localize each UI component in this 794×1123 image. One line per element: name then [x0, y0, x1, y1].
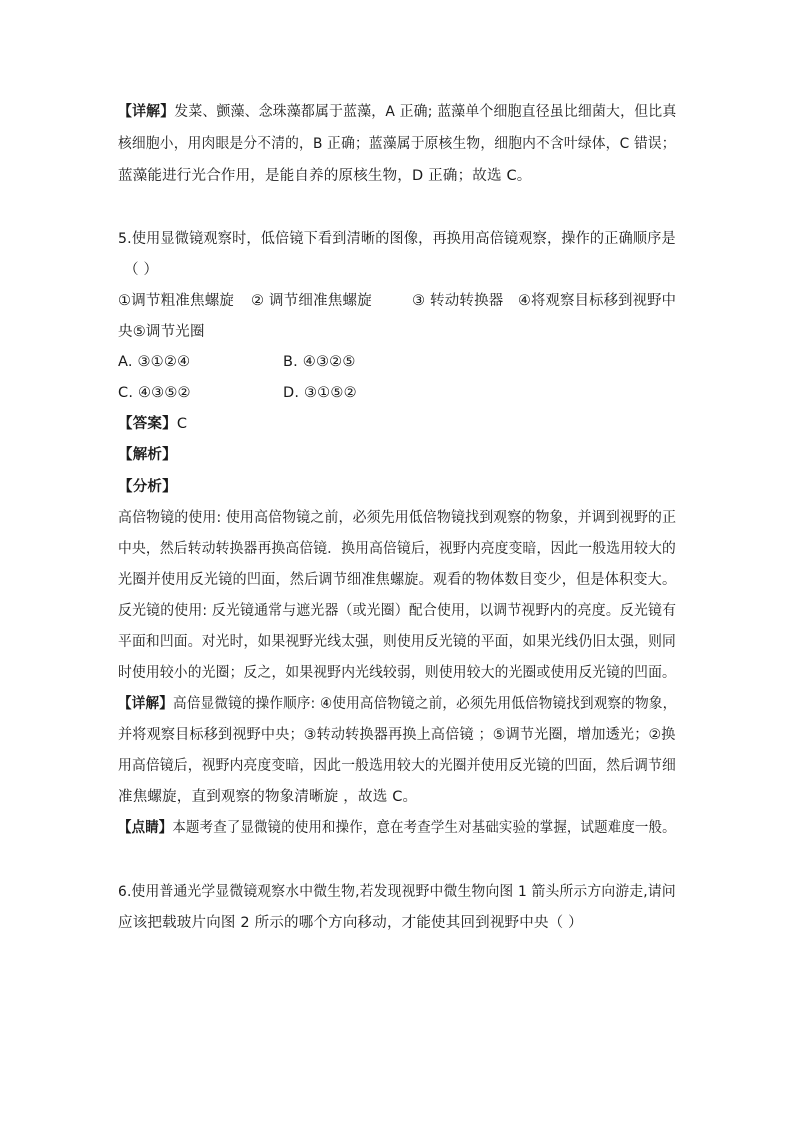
q5-analysis-line-2: 中央，然后转动转换器再换高倍镜．换用高倍镜后，视野内亮度变暗，因此一般选用较大的: [118, 541, 677, 557]
q5-analysis-line-6: 时使用较小的光圈；反之，如果视野内光线较弱，则使用较大的光圈或使用反光镜的凹面。: [118, 665, 677, 681]
q5-option-d: D. ③①⑤②: [283, 385, 357, 401]
q4-detail-line-3: 蓝藻能进行光合作用，是能自养的原核生物，D 正确；故选 C。: [118, 168, 532, 184]
answer-value: C: [176, 416, 188, 432]
q5-analysis-line-3: 光圈并使用反光镜的凹面，然后调节细准焦螺旋。观看的物体数目变少，但是体积变大。: [118, 572, 677, 588]
q5-step-2: ② 调节细准焦螺旋: [251, 293, 372, 309]
q4-detail-line-1: 【详解】发菜、颤藻、念珠藻都属于蓝藻，A 正确; 蓝藻单个细胞直径虽比细菌大，但比真: [118, 104, 677, 120]
q5-answer-bracket: （ ）: [124, 262, 159, 278]
q5-fenxi-label: 【分析】: [118, 479, 177, 495]
q5-step-1: ①调节粗准焦螺旋: [118, 293, 235, 309]
q5-detail-line-2: 并将观察目标移到视野中央；③转动转换器再换上高倍镜 ；⑤调节光圈，增加透光；②换: [118, 727, 676, 743]
q5-comment: 【点睛】本题考查了显微镜的使用和操作，意在考查学生对基础实验的掌握，试题难度一般。: [118, 820, 676, 836]
q5-analysis-line-4: 反光镜的使用: 反光镜通常与遮光器（或光圈）配合使用，以调节视野内的亮度。反光镜有: [118, 603, 677, 619]
q5-option-c: C. ④③⑤②: [118, 385, 191, 401]
q5-answer: [118, 414, 187, 434]
q5-option-b: B. ④③②⑤: [283, 354, 356, 370]
q6-line-1: 6.使用普通光学显微镜观察水中微生物,若发现视野中微生物向图 1 箭头所示方向游走,请问: [118, 884, 676, 900]
comment-label: 【点睛】: [118, 820, 173, 836]
q5-steps-line-2: 央⑤调节光圈: [118, 324, 205, 340]
q5-option-a: A. ③①②④: [118, 354, 191, 370]
answer-label: 【答案】: [118, 416, 177, 432]
q5-analysis-label: 【解析】: [118, 447, 177, 463]
q5-analysis-line-1: 高倍物镜的使用: 使用高倍物镜之前，必须先用低倍物镜找到观察的物象，并调到视野的正: [118, 510, 677, 526]
detail-label: 【详解】: [118, 696, 174, 712]
q5-detail-line-1: 【详解】高倍显微镜的操作顺序: ④使用高倍物镜之前，必须先用低倍物镜找到观察的物象，: [118, 696, 677, 712]
q5-step-4: ④将观察目标移到视野中: [518, 293, 677, 309]
q5-step-3: ③ 转动转换器: [412, 293, 504, 309]
q5-analysis-line-5: 平面和凹面。对光时，如果视野光线太强，则使用反光镜的平面，如果光线仍旧太强，则同: [118, 634, 677, 650]
detail-label: 【详解】: [118, 104, 175, 120]
q5-stem: 5.使用显微镜观察时，低倍镜下看到清晰的图像，再换用高倍镜观察，操作的正确顺序是: [118, 231, 676, 247]
q5-detail-line-3: 用高倍镜后，视野内亮度变暗，因此一般选用较大的光圈并使用反光镜的凹面，然后调节细: [118, 758, 677, 774]
q6-line-2: 应该把载玻片向图 2 所示的哪个方向移动，才能使其回到视野中央（ ）: [118, 915, 583, 931]
q4-detail-line-2: 核细胞小，用肉眼是分不清的，B 正确；蓝藻属于原核生物，细胞内不含叶绿体，C 错误；: [118, 136, 676, 152]
q5-detail-line-4: 准焦螺旋，直到观察的物象清晰旋 ，故选 C。: [118, 789, 418, 805]
